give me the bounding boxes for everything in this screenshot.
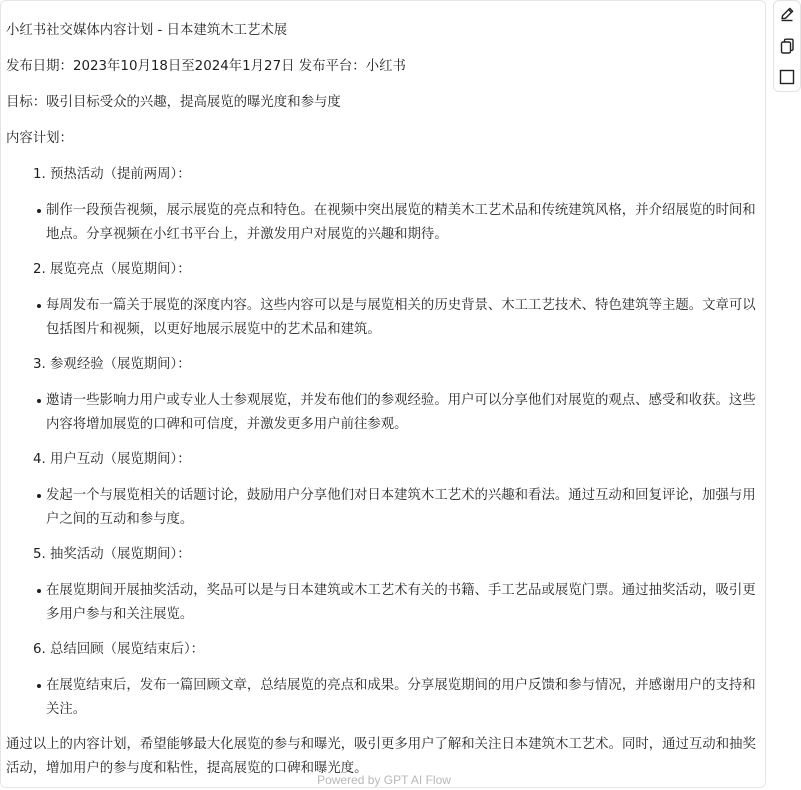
copy-icon[interactable] [777,36,797,56]
powered-by-footer: Powered by GPT AI Flow [317,773,451,787]
section-heading-5: 5. 抽奖活动（展览期间）： [33,547,191,562]
bullet-dot-icon [37,399,41,403]
edit-icon[interactable] [777,4,797,24]
publish-date-line: 发布日期：2023年10月18日至2024年1月27日 发布平台：小红书 [6,59,406,74]
bullet-text: 发起一个与展览相关的话题讨论，鼓励用户分享他们对日本建筑木工艺术的兴趣和看法。通过互动和回复评论，加强与用户之间的互动和参与度。 [46,488,756,527]
bullet-dot-icon [37,684,41,688]
bullet-text: 制作一段预告视频，展示展览的亮点和特色。在视频中突出展览的精美木工艺术品和传统建筑风格，并介绍展览的时间和地点。分享视频在小红书平台上，并激发用户对展览的兴趣和期待。 [46,203,756,242]
document-title: 小红书社交媒体内容计划 - 日本建筑木工艺术展 [6,23,288,38]
section-bullet-2 [46,294,766,342]
section-bullet-6 [46,674,766,722]
bullet-dot-icon [37,494,41,498]
closing-paragraph: 通过以上的内容计划，希望能够最大化展览的参与和曝光，吸引更多用户了解和关注日本建筑木工艺术。同时，通过互动和抽奖活动，增加用户的参与度和粘性，提高展览的口碑和曝光度。 [6,737,756,776]
section-heading-2: 2. 展览亮点（展览期间）： [33,262,191,277]
bullet-text: 在展览结束后，发布一篇回顾文章，总结展览的亮点和成果。分享展览期间的用户反馈和参与情况，并感谢用户的支持和关注。 [46,678,756,717]
bullet-text: 每周发布一篇关于展览的深度内容。这些内容可以是与展览相关的历史背景、木工工艺技术、特色建筑等主题。文章可以包括图片和视频，以更好地展示展览中的艺术品和建筑。 [46,298,756,337]
bullet-dot-icon [37,304,41,308]
section-heading-4: 4. 用户互动（展览期间）： [33,452,191,467]
bullet-text: 在展览期间开展抽奖活动，奖品可以是与日本建筑或木工艺术有关的书籍、手工艺品或展览门票。通过抽奖活动，吸引更多用户参与和关注展览。 [46,583,756,622]
section-heading-3: 3. 参观经验（展览期间）： [33,357,191,372]
bullet-text: 邀请一些影响力用户或专业人士参观展览，并发布他们的参观经验。用户可以分享他们对展览的观点、感受和收获。这些内容将增加展览的口碑和可信度，并激发更多用户前往参观。 [46,393,756,432]
bullet-dot-icon [37,589,41,593]
section-heading-1: 1. 预热活动（提前两周）： [33,167,191,182]
section-bullet-3 [46,389,766,437]
section-bullet-1 [46,199,766,247]
goal-line: 目标：吸引目标受众的兴趣，提高展览的曝光度和参与度 [6,95,341,110]
section-bullet-4 [46,484,766,532]
square-icon[interactable] [777,67,797,87]
document-content [6,19,764,781]
side-toolbar [773,0,801,92]
bullet-dot-icon [37,209,41,213]
section-bullet-5 [46,579,766,627]
plan-label: 内容计划： [6,131,73,146]
section-heading-6: 6. 总结回顾（展览结束后）： [33,642,205,657]
